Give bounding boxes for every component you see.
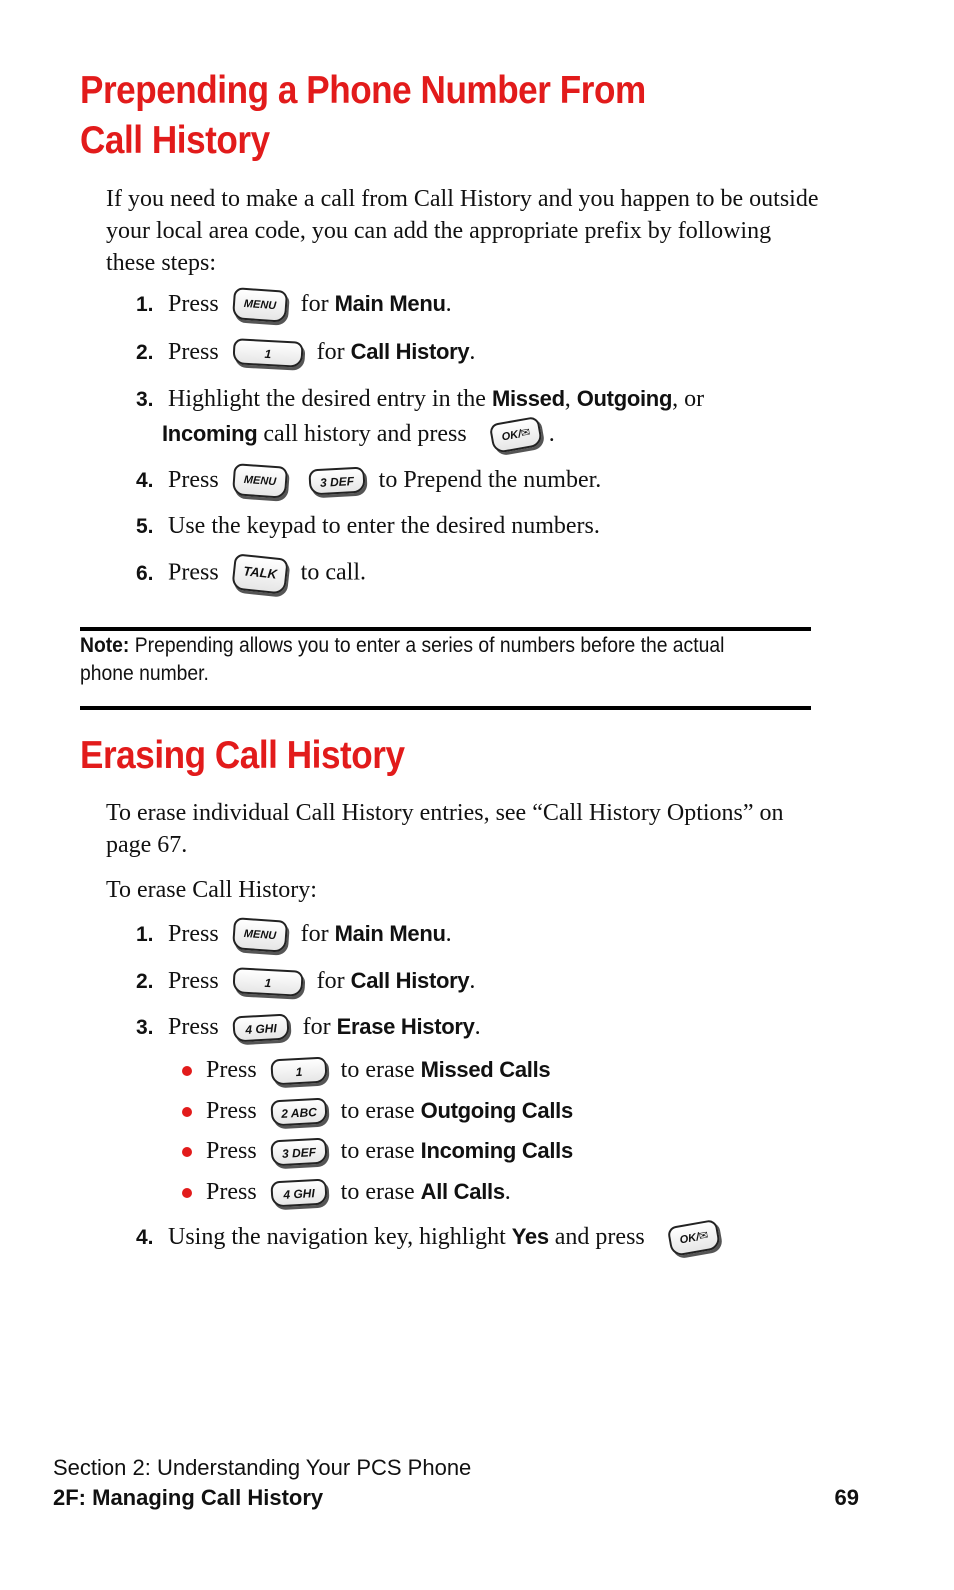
step-text: Use the keypad to enter the desired numbers. — [168, 513, 600, 539]
intro-paragraph: If you need to make a call from Call History and you happen to be outside your local area code, you can add the appropriate prefix by following these steps: — [106, 186, 819, 276]
erase-step-1 — [136, 918, 452, 951]
bullet-text: to erase — [340, 1179, 415, 1205]
step-text: for — [316, 968, 345, 994]
step-text: and press — [554, 1224, 645, 1250]
step-text: Using the navigation key, highlight — [168, 1224, 506, 1250]
menu-name: Main Menu — [334, 921, 446, 946]
step-text: . — [445, 291, 452, 317]
step-text: Press — [168, 1014, 219, 1040]
menu-name: Call History — [350, 968, 470, 993]
key-1-icon: 1 — [232, 339, 303, 369]
step-number: 3. — [136, 1016, 154, 1039]
erase-option: All Calls — [420, 1179, 505, 1204]
page-number: 69 — [834, 1485, 859, 1510]
step-text: , or — [672, 386, 705, 412]
history-type: Missed — [491, 386, 565, 411]
erase-step-3 — [136, 1011, 481, 1044]
step-text: . — [469, 968, 476, 994]
menu-name: Main Menu — [334, 291, 446, 316]
step-text: for — [316, 339, 345, 365]
step-text: for — [302, 1014, 331, 1040]
step-number: 3. — [136, 388, 154, 411]
bullet-text: Press — [206, 1138, 257, 1164]
erase-option: Outgoing Calls — [420, 1098, 573, 1123]
key-4-icon: 4 GHI — [270, 1179, 327, 1208]
step-number: 1. — [136, 923, 154, 946]
step-text: , — [564, 386, 571, 412]
footer-section: Section 2: Understanding Your PCS Phone — [53, 1455, 472, 1480]
step-text: Press — [168, 339, 219, 365]
step-number: 5. — [136, 515, 154, 538]
step-number: 6. — [136, 561, 154, 585]
menu-key-icon: MENU — [232, 464, 288, 500]
bullet-incoming — [182, 1135, 573, 1167]
ok-key-icon: OK/✉ — [667, 1219, 721, 1257]
step-number: 2. — [136, 341, 154, 364]
key-2-icon: 2 ABC — [270, 1098, 327, 1127]
history-type: Incoming — [162, 421, 258, 446]
menu-name: Call History — [350, 339, 470, 364]
bullet-dot-icon — [182, 1107, 192, 1117]
ok-key-icon: OK/✉ — [488, 416, 542, 454]
bullet-dot-icon — [182, 1188, 192, 1198]
step-1 — [136, 288, 452, 321]
step-number: 1. — [136, 293, 154, 316]
bullet-missed — [182, 1054, 550, 1086]
step-4 — [136, 464, 601, 497]
step-6 — [136, 556, 366, 592]
bullet-text: . — [504, 1179, 511, 1205]
step-number: 2. — [136, 970, 154, 993]
step-text: call history and press — [263, 421, 467, 447]
step-5 — [136, 510, 600, 543]
section-title-erasing: Erasing Call History — [80, 734, 405, 777]
menu-key-icon: MENU — [232, 918, 288, 954]
bullet-dot-icon — [182, 1066, 192, 1076]
step-text: to call. — [300, 559, 366, 586]
history-type: Outgoing — [576, 386, 673, 411]
bullet-all — [182, 1176, 511, 1208]
step-text: . — [548, 421, 555, 447]
step-3-continued — [162, 418, 555, 450]
key-4-icon: 4 GHI — [232, 1014, 289, 1043]
bullet-text: to erase — [340, 1138, 415, 1164]
step-text: . — [474, 1014, 481, 1040]
title-line-1: Prepending a Phone Number From — [80, 69, 646, 112]
key-3-icon: 3 DEF — [308, 467, 365, 496]
key-1-icon: 1 — [270, 1057, 327, 1086]
bullet-dot-icon — [182, 1147, 192, 1157]
footer-chapter: 2F: Managing Call History — [53, 1485, 324, 1510]
section-title-prepending — [80, 66, 646, 166]
step-text: . — [445, 921, 452, 947]
bullet-text: Press — [206, 1179, 257, 1205]
option-name: Yes — [511, 1224, 549, 1249]
note-bottom-rule — [80, 706, 811, 710]
note-label: Note: — [80, 634, 130, 657]
bullet-text: Press — [206, 1098, 257, 1124]
step-number: 4. — [136, 1226, 154, 1249]
bullet-text: to erase — [340, 1098, 415, 1124]
talk-key-icon: TALK — [231, 553, 288, 594]
step-3 — [136, 383, 704, 416]
step-text: Press — [168, 559, 219, 586]
erase-lead: To erase Call History: — [106, 877, 317, 903]
step-text: Highlight the desired entry in the — [168, 386, 486, 412]
step-text: Press — [168, 467, 219, 493]
erase-option: Incoming Calls — [420, 1138, 573, 1163]
step-text: Press — [168, 921, 219, 947]
note-text: Prepending allows you to enter a series of numbers before the actual phone number. — [80, 634, 725, 685]
erase-step-2 — [136, 965, 475, 998]
bullet-text: Press — [206, 1057, 257, 1083]
key-3-icon: 3 DEF — [270, 1138, 327, 1167]
bullet-text: to erase — [340, 1057, 415, 1083]
step-text: . — [469, 339, 476, 365]
menu-key-icon: MENU — [232, 288, 288, 324]
key-1-icon: 1 — [232, 968, 303, 998]
note-top-rule — [80, 627, 811, 631]
erase-step-4 — [136, 1221, 727, 1254]
step-number: 4. — [136, 469, 154, 492]
step-text: to Prepend the number. — [378, 467, 602, 493]
note-box — [80, 632, 742, 688]
step-2 — [136, 336, 475, 369]
step-text: Press — [168, 291, 219, 317]
step-text: for — [300, 921, 329, 947]
menu-name: Erase History — [336, 1014, 475, 1039]
bullet-outgoing — [182, 1095, 573, 1127]
title-line-2: Call History — [80, 119, 270, 162]
step-text: for — [300, 291, 329, 317]
erase-intro-paragraph: To erase individual Call History entries, see “Call History Options” on page 67. — [106, 800, 784, 858]
erase-option: Missed Calls — [420, 1057, 551, 1082]
step-text: Press — [168, 968, 219, 994]
